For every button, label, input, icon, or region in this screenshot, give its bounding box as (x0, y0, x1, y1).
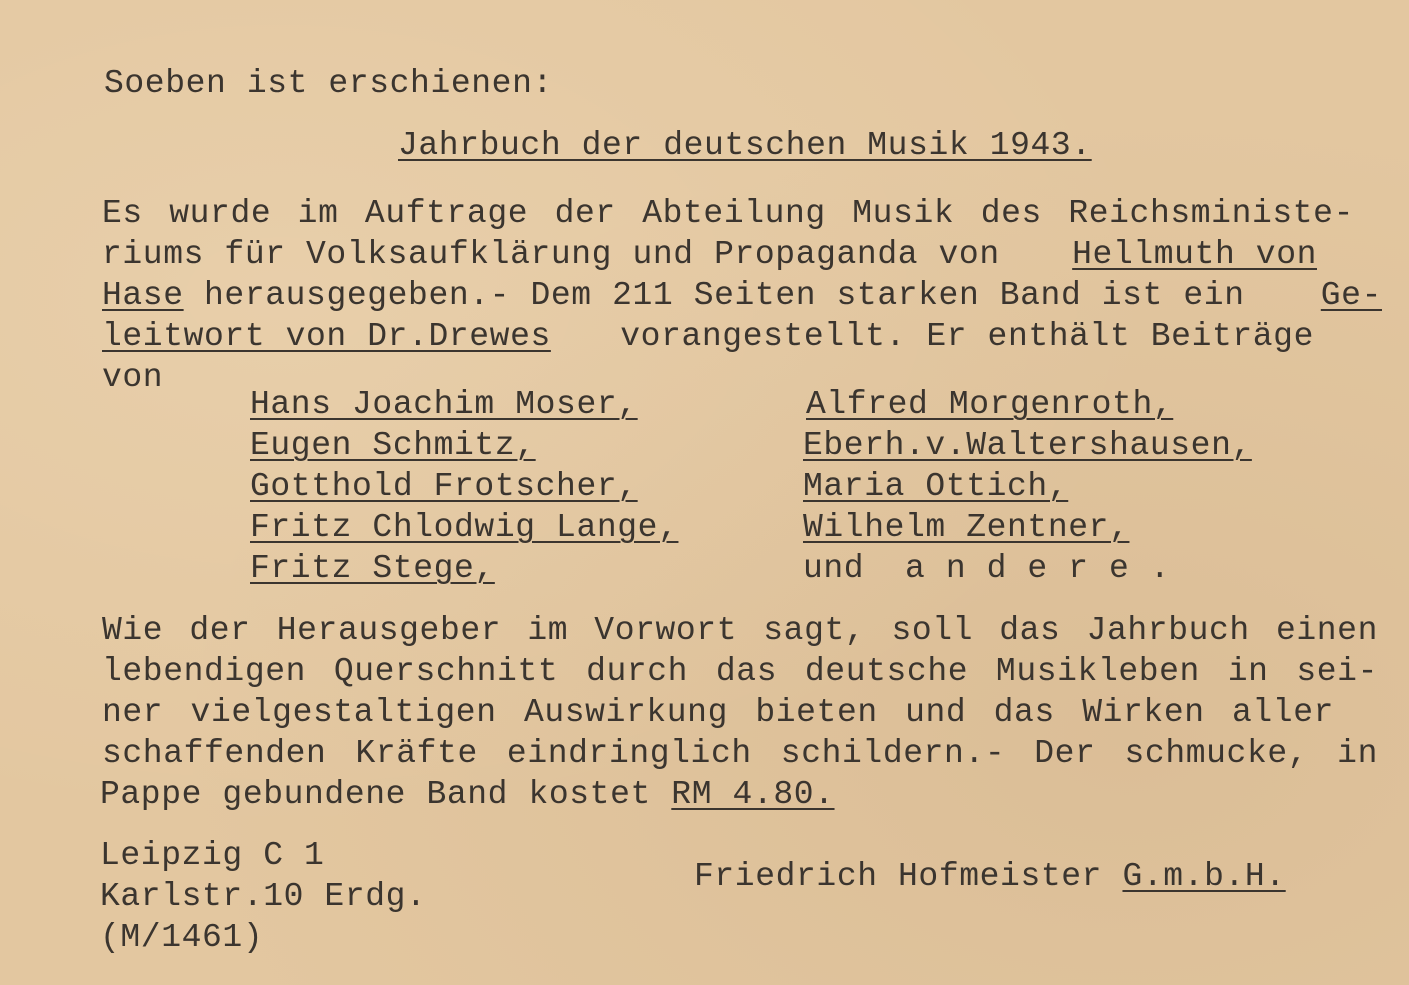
book-title: Jahrbuch der deutschen Musik 1943. (398, 127, 1092, 164)
publisher-suffix: G.m.b.H. (1122, 858, 1286, 895)
contributor-name: Hans Joachim Moser, (250, 386, 638, 423)
contributors-and-others: und a n d e r e . (803, 550, 1171, 587)
foreword-part-1: Ge- (1320, 277, 1382, 314)
publisher-signature (694, 857, 1286, 897)
contributor-name: Fritz Chlodwig Lange, (250, 509, 679, 546)
intro-line-3-text: herausgegeben.- Dem 211 Seiten starken Band ist ein (183, 277, 1265, 314)
intro-line-2 (102, 235, 1317, 275)
intro-line-4-text: vorangestellt. Er enthält Beiträge (599, 318, 1314, 355)
contributor-name: Fritz Stege, (250, 550, 495, 587)
reference-code: (M/1461) (100, 919, 264, 956)
description-line-4: schaffenden Kräfte eindringlich schildern.- Der schmucke, in (102, 735, 1378, 772)
price: RM 4.80. (671, 776, 835, 813)
address-city: Leipzig C 1 (100, 837, 325, 874)
publisher-name: Friedrich Hofmeister (694, 858, 1123, 895)
description-line-2: lebendigen Querschnitt durch das deutsche Musikleben in sei- (102, 653, 1378, 690)
announcement-heading: Soeben ist erschienen: (104, 65, 553, 102)
intro-line-3 (102, 276, 1382, 316)
foreword-part-2: leitwort von Dr.Drewes (102, 318, 551, 355)
description-line-5-text: Pappe gebundene Band kostet (100, 776, 672, 813)
contributor-name: Maria Ottich, (803, 468, 1069, 505)
contributor-name: Wilhelm Zentner, (803, 509, 1130, 546)
description-line-3: ner vielgestaltigen Auswirkung bieten und das Wirken aller (102, 694, 1334, 731)
contributor-name: Alfred Morgenroth, (806, 386, 1174, 423)
contributor-name: Gotthold Frotscher, (250, 468, 638, 505)
intro-line-5: von (102, 359, 164, 396)
address-street: Karlstr.10 Erdg. (100, 878, 427, 915)
intro-line-1: Es wurde im Auftrage der Abteilung Musik des Reichsministe- (102, 195, 1354, 232)
editor-name-part-2: Hase (102, 277, 184, 314)
intro-line-2-text: riums für Volksaufklärung und Propaganda von (102, 236, 1021, 273)
contributor-name: Eberh.v.Waltershausen, (803, 427, 1252, 464)
intro-line-4 (102, 317, 1314, 357)
editor-name-part-1: Hellmuth von (1072, 236, 1317, 273)
description-line-1: Wie der Herausgeber im Vorwort sagt, soll das Jahrbuch einen (102, 612, 1378, 649)
description-line-5 (100, 775, 835, 815)
contributor-name: Eugen Schmitz, (250, 427, 536, 464)
